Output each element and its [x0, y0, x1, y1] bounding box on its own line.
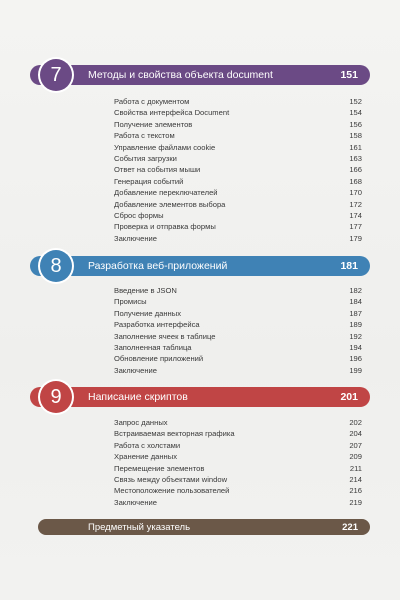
chapter-7-bar[interactable] [30, 65, 370, 85]
list-item[interactable]: Встраиваемая векторная графика 204 [114, 429, 362, 439]
chapter-title: Разработка веб-приложений [88, 260, 228, 272]
chapter-7-sections [114, 96, 362, 244]
list-item[interactable]: Добавление переключателей 170 [114, 188, 362, 198]
chapter-9-number-badge [38, 379, 74, 415]
chapter-8-sections [114, 285, 362, 376]
list-item[interactable]: Работа с текстом 158 [114, 131, 362, 141]
chapter-number: 8 [40, 250, 72, 282]
list-item[interactable]: Промисы 184 [114, 297, 362, 307]
chapter-8-bar[interactable] [30, 256, 370, 276]
list-item[interactable]: Сброс формы 174 [114, 210, 362, 220]
list-item[interactable]: Запрос данных 202 [114, 418, 362, 427]
chapter-page: 201 [340, 391, 358, 403]
list-item[interactable]: Получение элементов 156 [114, 119, 362, 129]
chapter-7-number-badge [38, 57, 74, 93]
list-item[interactable]: Заключение 179 [114, 233, 362, 243]
list-item[interactable]: Заключение 199 [114, 365, 362, 375]
list-item[interactable]: Свойства интерфейса Document 154 [114, 108, 362, 118]
chapter-9-bar[interactable] [30, 387, 370, 407]
list-item[interactable]: Заполненная таблица 194 [114, 342, 362, 352]
list-item[interactable]: Работа с документом 152 [114, 97, 362, 106]
chapter-title: Написание скриптов [88, 391, 188, 403]
list-item[interactable]: Генерация событий 168 [114, 176, 362, 186]
list-item[interactable]: Хранение данных 209 [114, 452, 362, 462]
list-item[interactable]: Ответ на события мыши 166 [114, 165, 362, 175]
list-item[interactable]: Введение в JSON 182 [114, 286, 362, 295]
chapter-8-number-badge [38, 248, 74, 284]
chapter-title: Методы и свойства объекта document [88, 69, 273, 81]
list-item[interactable]: Местоположение пользователей 216 [114, 486, 362, 496]
chapter-9-sections [114, 417, 362, 508]
list-item[interactable]: Добавление элементов выбора 172 [114, 199, 362, 209]
list-item[interactable]: События загрузки 163 [114, 153, 362, 163]
list-item[interactable]: Разработка интерфейса 189 [114, 320, 362, 330]
index-page: 221 [342, 521, 358, 533]
chapter-page: 151 [340, 69, 358, 81]
chapter-number: 9 [40, 381, 72, 413]
list-item[interactable]: Заполнение ячеек в таблице 192 [114, 331, 362, 341]
chapter-number: 7 [40, 59, 72, 91]
index-bar[interactable] [38, 519, 370, 535]
list-item[interactable]: Получение данных 187 [114, 308, 362, 318]
list-item[interactable]: Работа с холстами 207 [114, 440, 362, 450]
index-title: Предметный указатель [88, 521, 191, 533]
list-item[interactable]: Обновление приложений 196 [114, 354, 362, 364]
list-item[interactable]: Заключение 219 [114, 497, 362, 507]
list-item[interactable]: Проверка и отправка формы 177 [114, 222, 362, 232]
list-item[interactable]: Перемещение элементов 211 [114, 463, 362, 473]
chapter-page: 181 [340, 260, 358, 272]
list-item[interactable]: Связь между объектами window 214 [114, 474, 362, 484]
list-item[interactable]: Управление файлами cookie 161 [114, 142, 362, 152]
